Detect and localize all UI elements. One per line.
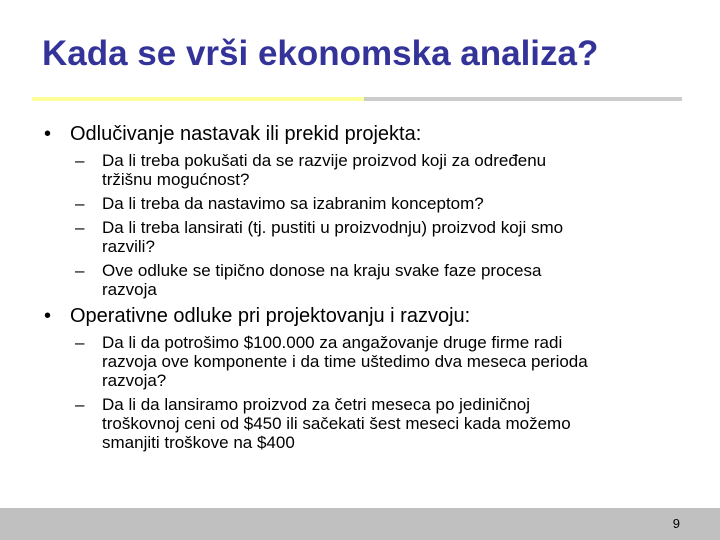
sub-line: Da li treba lansirati (tj. pustiti u proizvodnju) proizvod koji smo	[102, 218, 564, 237]
sub-line: razvoja	[102, 280, 157, 299]
sub-line: smanjiti troškove na $400	[102, 433, 295, 452]
bullet-2-sub-1	[75, 333, 588, 390]
sub-line: razvoja?	[102, 371, 167, 390]
bullet-1-sub-2	[75, 194, 484, 213]
bullet-2-text: Operativne odluke pri projektovanju i razvoju:	[70, 305, 471, 327]
page-number: 9	[672, 516, 680, 531]
title-underline	[364, 97, 682, 101]
sub-marker: –	[75, 395, 85, 414]
bullet-2	[44, 305, 471, 327]
footer-bar	[0, 508, 720, 540]
sub-line: Da li da lansiramo proizvod za četri meseca po jediničnoj	[102, 395, 531, 414]
bullet-1-sub-1	[75, 151, 547, 189]
sub-line: Ove odluke se tipično donose na kraju svake faze procesa	[102, 261, 542, 280]
bullet-1-sub-3	[75, 218, 564, 256]
bullet-1-sub-4	[75, 261, 542, 299]
sub-line: Da li treba pokušati da se razvije proizvod koji za određenu	[102, 151, 547, 170]
title-underline-highlight	[32, 97, 364, 101]
bullet-1	[44, 123, 422, 145]
sub-line: Da li treba da nastavimo sa izabranim konceptom?	[102, 194, 484, 213]
slide-title: Kada se vrši ekonomska analiza?	[42, 34, 599, 73]
sub-line: tržišnu mogućnost?	[102, 170, 250, 189]
sub-marker: –	[75, 261, 85, 280]
sub-marker: –	[75, 194, 85, 213]
sub-marker: –	[75, 333, 85, 352]
sub-line: razvili?	[102, 237, 155, 256]
sub-marker: –	[75, 151, 85, 170]
bullet-1-text: Odlučivanje nastavak ili prekid projekta:	[70, 123, 422, 145]
bullet-1-marker: •	[44, 123, 52, 145]
sub-line: troškovnoj ceni od $450 ili sačekati šest meseci kada možemo	[102, 414, 571, 433]
sub-marker: –	[75, 218, 85, 237]
bullet-2-marker: •	[44, 305, 52, 327]
sub-line: razvoja ove komponente i da time uštedimo dva meseca perioda	[102, 352, 588, 371]
sub-line: Da li da potrošimo $100.000 za angažovanje druge firme radi	[102, 333, 563, 352]
bullet-2-sub-2	[75, 395, 571, 452]
